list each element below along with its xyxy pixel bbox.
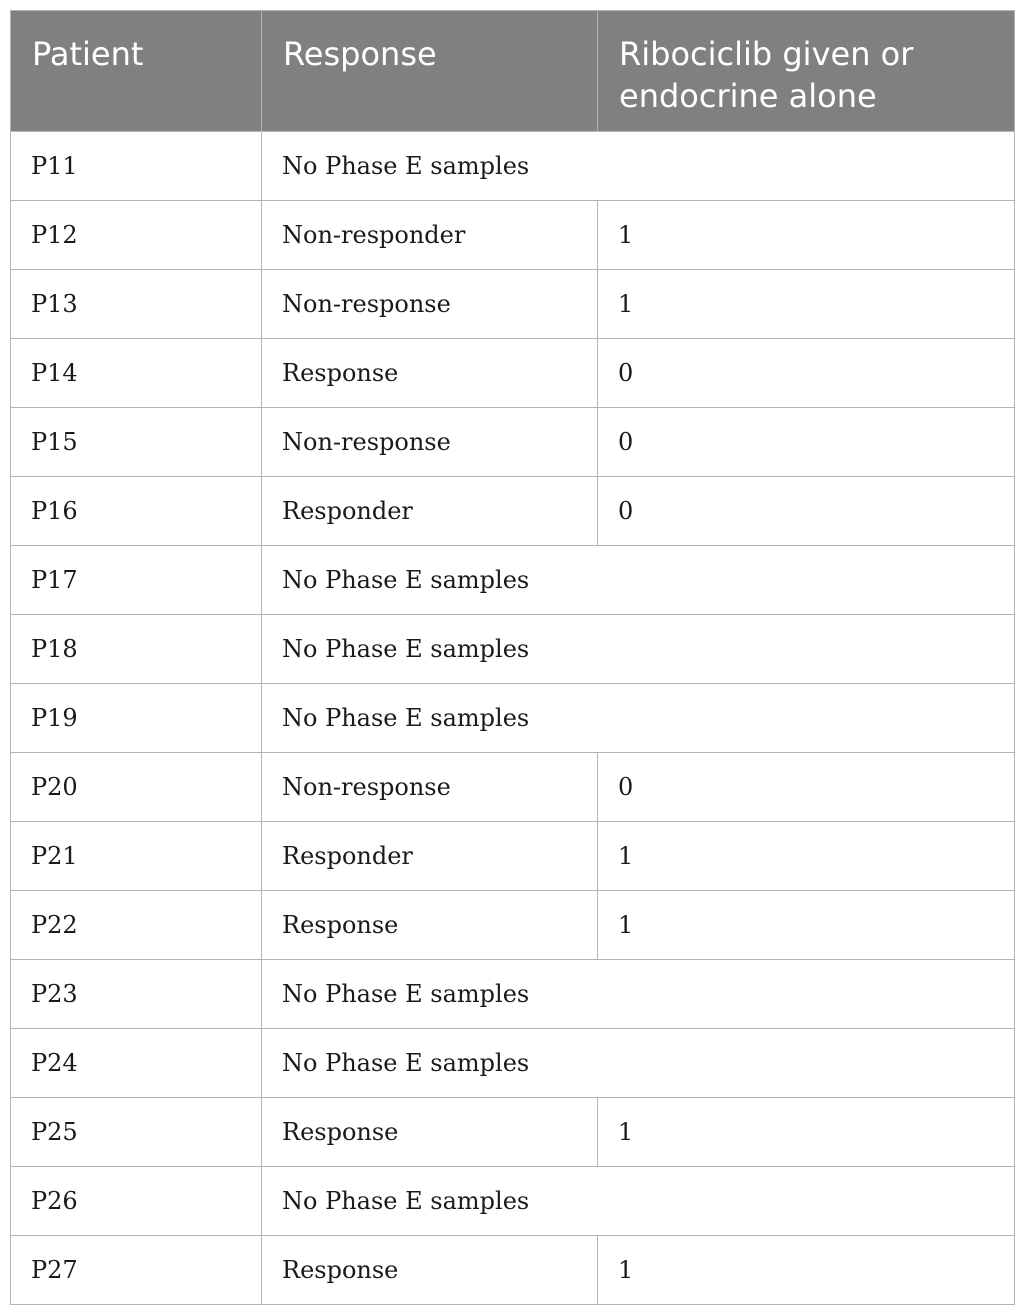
- cell-patient: P13: [11, 270, 262, 339]
- table-row: [11, 1236, 1015, 1305]
- table-row: [11, 477, 1015, 546]
- table-header: [11, 11, 1015, 132]
- cell-response: No Phase E samples: [262, 960, 1015, 1029]
- cell-ribociclib: 0: [598, 753, 1015, 822]
- cell-patient: P12: [11, 201, 262, 270]
- cell-patient: P19: [11, 684, 262, 753]
- cell-patient: P17: [11, 546, 262, 615]
- cell-response: Responder: [262, 477, 598, 546]
- cell-patient: P23: [11, 960, 262, 1029]
- cell-response: No Phase E samples: [262, 615, 1015, 684]
- cell-response: No Phase E samples: [262, 132, 1015, 201]
- patient-response-table: [10, 10, 1015, 1305]
- table-row: [11, 339, 1015, 408]
- table-row: [11, 1029, 1015, 1098]
- cell-response: Response: [262, 1236, 598, 1305]
- table-row: [11, 201, 1015, 270]
- header-row: [11, 11, 1015, 132]
- cell-ribociclib: 1: [598, 1236, 1015, 1305]
- header-response: Response: [262, 11, 598, 132]
- cell-patient: P27: [11, 1236, 262, 1305]
- cell-ribociclib: 0: [598, 408, 1015, 477]
- cell-response: No Phase E samples: [262, 1029, 1015, 1098]
- cell-patient: P22: [11, 891, 262, 960]
- cell-patient: P24: [11, 1029, 262, 1098]
- cell-response: Non-response: [262, 753, 598, 822]
- cell-ribociclib: 0: [598, 339, 1015, 408]
- cell-patient: P20: [11, 753, 262, 822]
- table-row: [11, 546, 1015, 615]
- cell-response: Non-responder: [262, 201, 598, 270]
- cell-response: No Phase E samples: [262, 546, 1015, 615]
- cell-response: No Phase E samples: [262, 684, 1015, 753]
- table-body: [11, 132, 1015, 1305]
- cell-response: Response: [262, 891, 598, 960]
- cell-patient: P16: [11, 477, 262, 546]
- cell-response: Response: [262, 1098, 598, 1167]
- cell-patient: P11: [11, 132, 262, 201]
- cell-patient: P25: [11, 1098, 262, 1167]
- cell-ribociclib: 1: [598, 201, 1015, 270]
- cell-ribociclib: 1: [598, 891, 1015, 960]
- cell-patient: P21: [11, 822, 262, 891]
- table-row: [11, 615, 1015, 684]
- table-row: [11, 1167, 1015, 1236]
- cell-patient: P26: [11, 1167, 262, 1236]
- header-patient: Patient: [11, 11, 262, 132]
- cell-response: No Phase E samples: [262, 1167, 1015, 1236]
- table-row: [11, 960, 1015, 1029]
- cell-patient: P14: [11, 339, 262, 408]
- table-row: [11, 1098, 1015, 1167]
- table-row: [11, 753, 1015, 822]
- cell-ribociclib: 1: [598, 822, 1015, 891]
- cell-response: Responder: [262, 822, 598, 891]
- cell-ribociclib: 0: [598, 477, 1015, 546]
- header-ribociclib: Ribociclib given or endocrine alone: [598, 11, 1015, 132]
- table-row: [11, 684, 1015, 753]
- cell-ribociclib: 1: [598, 270, 1015, 339]
- table-row: [11, 132, 1015, 201]
- cell-response: Non-response: [262, 270, 598, 339]
- cell-patient: P18: [11, 615, 262, 684]
- table-row: [11, 822, 1015, 891]
- cell-patient: P15: [11, 408, 262, 477]
- table-row: [11, 408, 1015, 477]
- cell-response: Response: [262, 339, 598, 408]
- cell-ribociclib: 1: [598, 1098, 1015, 1167]
- table-row: [11, 891, 1015, 960]
- cell-response: Non-response: [262, 408, 598, 477]
- table-row: [11, 270, 1015, 339]
